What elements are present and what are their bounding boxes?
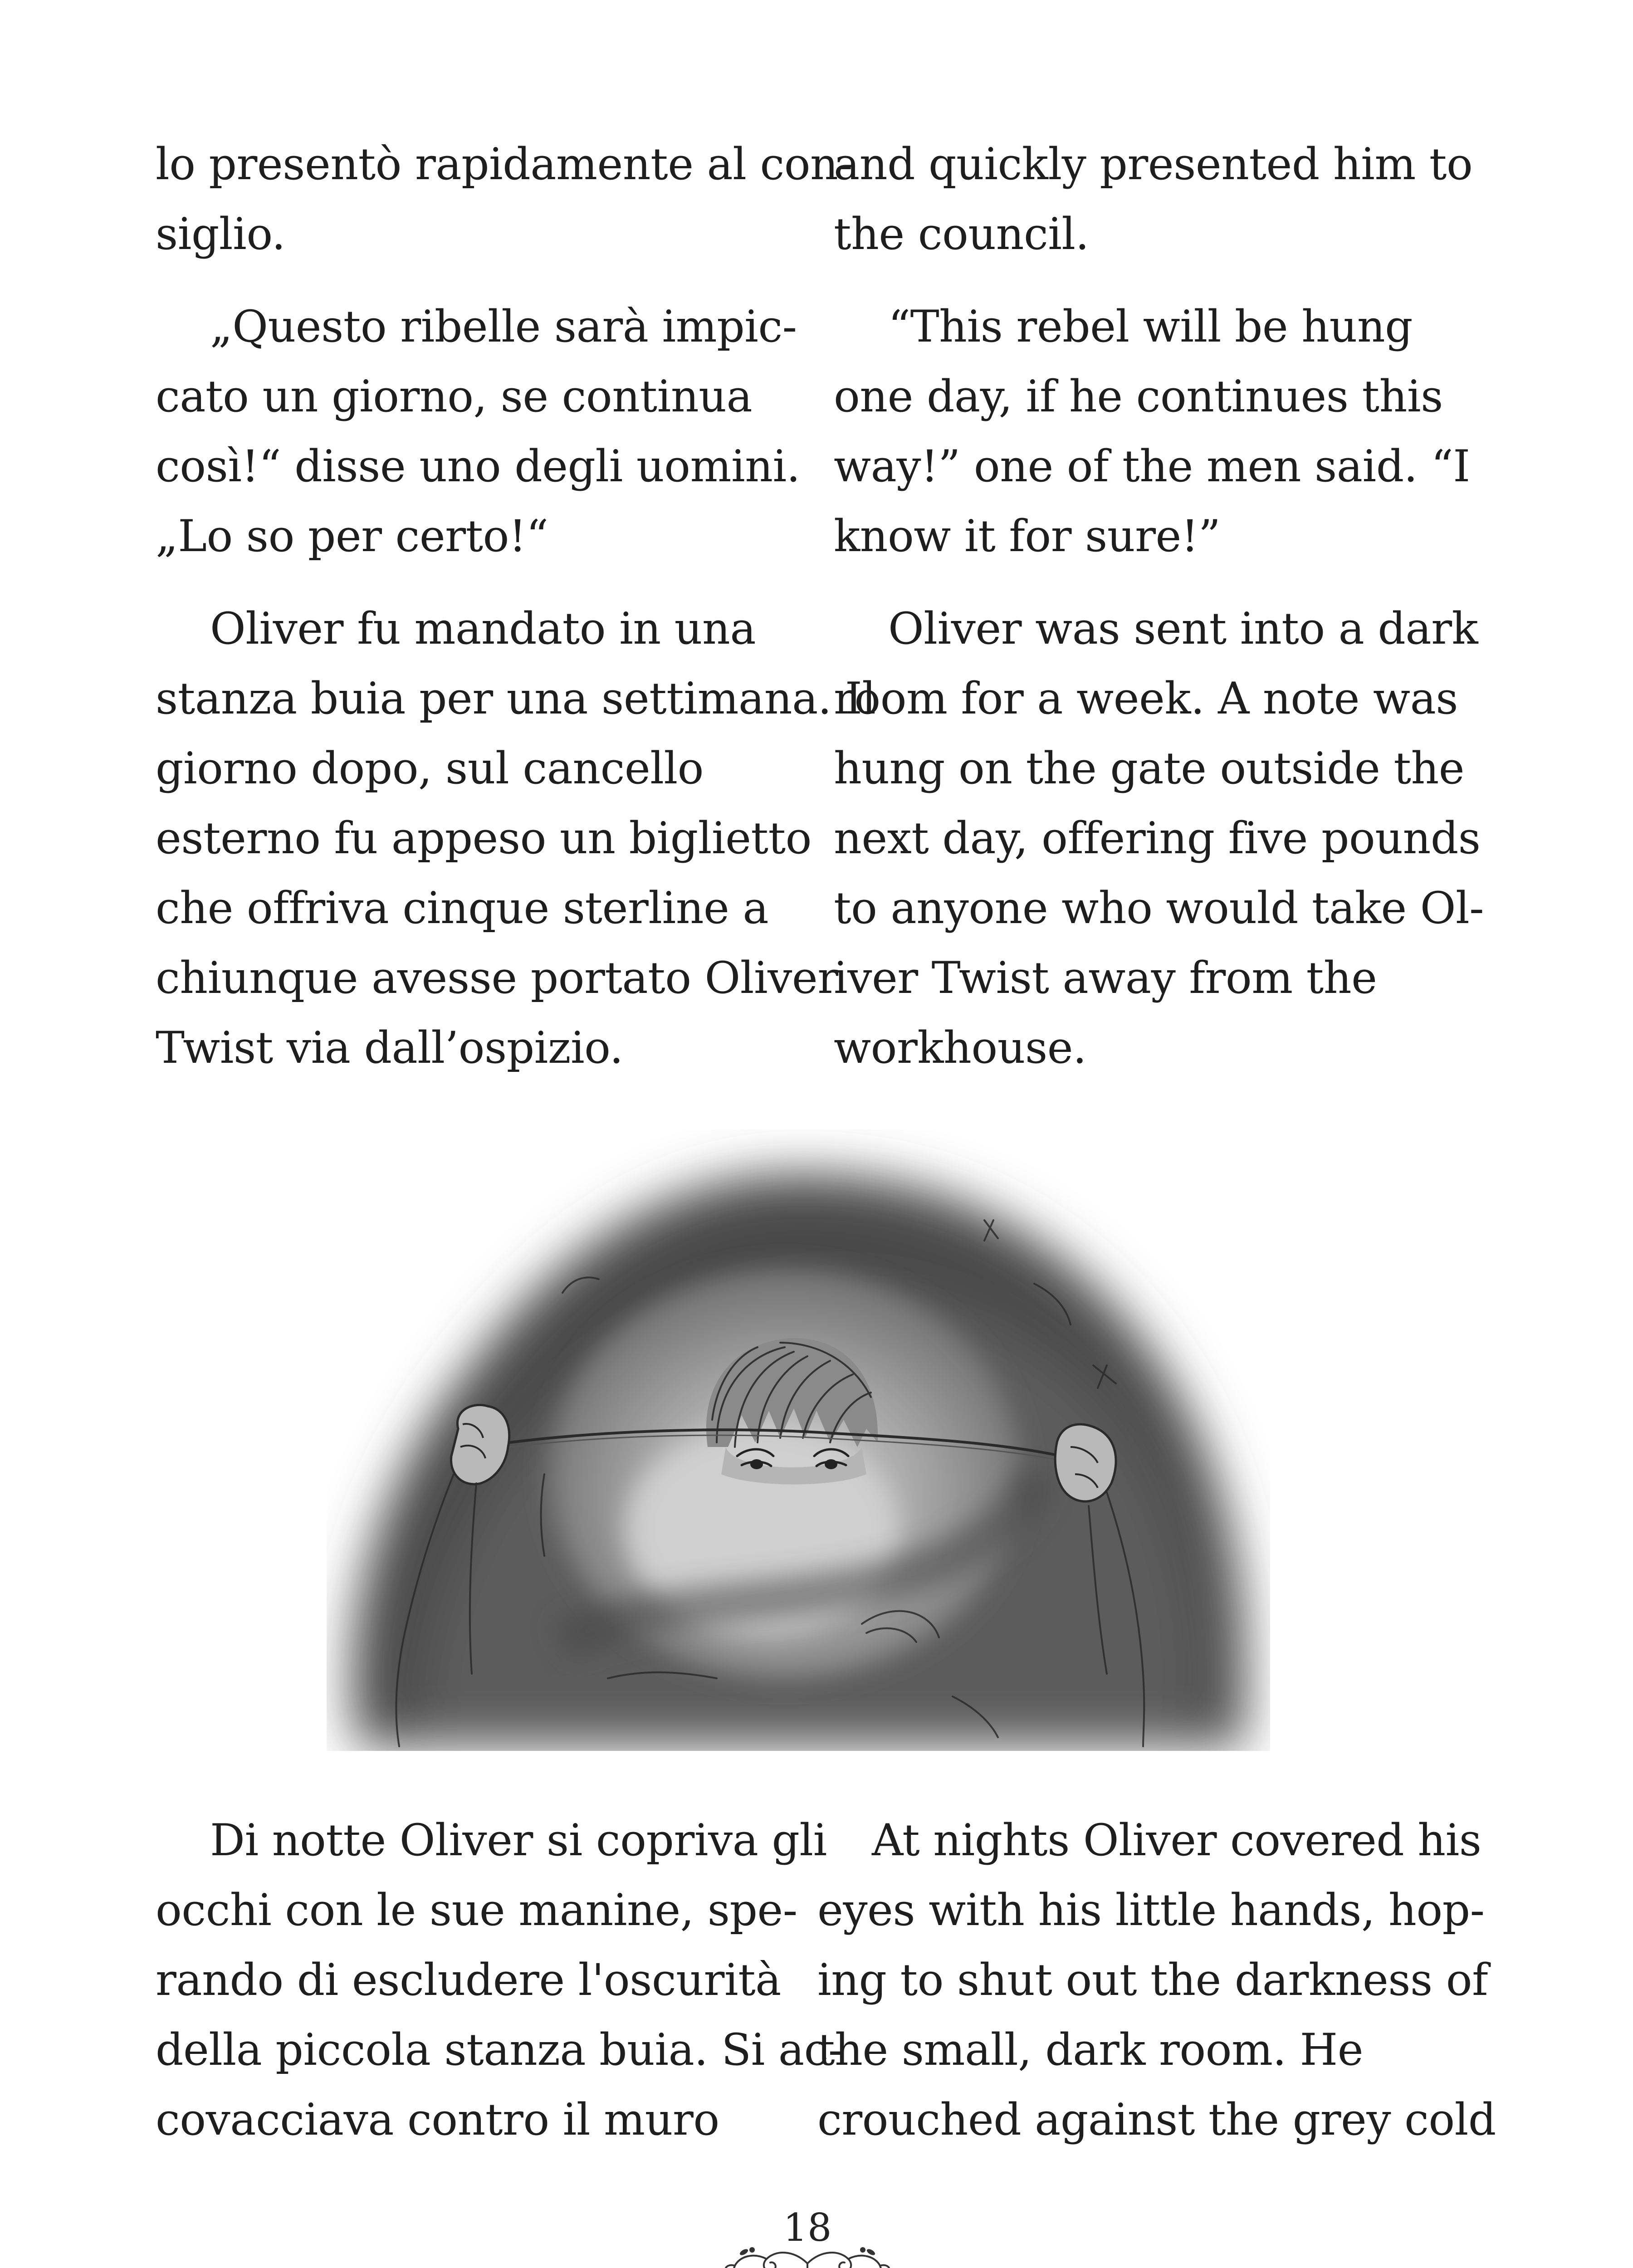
- text-line: way!” one of the men said. “I: [834, 441, 1470, 492]
- paragraph: [834, 129, 1482, 269]
- paragraph: [156, 129, 853, 269]
- text-line: lo presentò rapidamente al con-: [156, 139, 853, 190]
- text-line: così!“ disse uno degli uomini.: [156, 441, 800, 492]
- english-text-column-top: [834, 129, 1482, 1083]
- text-line: Di notte Oliver si copriva gli: [210, 1815, 827, 1866]
- text-line: to anyone who would take Ol-: [834, 883, 1484, 934]
- text-line: hung on the gate outside the: [834, 743, 1465, 794]
- text-line: iver Twist away from the: [834, 953, 1377, 1003]
- text-line: and quickly presented him to: [834, 139, 1473, 190]
- text-line: eyes with his little hands, hop-: [817, 1885, 1485, 1936]
- paragraph: [834, 594, 1482, 1083]
- paragraph: [156, 1805, 843, 2155]
- text-line: one day, if he continues this: [834, 371, 1443, 422]
- text-line: Twist via dall’ospizio.: [156, 1022, 623, 1073]
- italian-text-column-bottom: [156, 1805, 843, 2155]
- text-line: della piccola stanza buia. Si ac-: [156, 2024, 843, 2075]
- text-line: esterno fu appeso un biglietto: [156, 813, 812, 864]
- text-line: Oliver fu mandato in una: [210, 603, 756, 654]
- italian-text-column-top: [156, 129, 876, 1083]
- text-line: ing to shut out the darkness of: [817, 1955, 1488, 2005]
- paragraph: [817, 1805, 1496, 2155]
- text-line: At nights Oliver covered his: [872, 1815, 1481, 1866]
- text-line: the council.: [834, 209, 1089, 259]
- text-line: rando di escludere l'oscurità: [156, 1955, 781, 2005]
- text-line: know it for sure!”: [834, 511, 1221, 562]
- text-line: “This rebel will be hung: [888, 301, 1413, 352]
- illustration-oliver-under-blanket: [327, 1129, 1270, 1769]
- text-line: covacciava contro il muro: [156, 2094, 719, 2145]
- text-line: „Questo ribelle sarà impic-: [210, 301, 797, 352]
- text-line: next day, offering five pounds: [834, 813, 1481, 864]
- page-number: 18: [783, 2205, 832, 2250]
- text-line: chiunque avesse portato Oliver: [156, 953, 838, 1003]
- text-line: cato un giorno, se continua: [156, 371, 753, 422]
- paragraph: [156, 292, 804, 571]
- text-line: che offriva cinque sterline a: [156, 883, 769, 934]
- paragraph: [834, 292, 1482, 571]
- text-line: workhouse.: [834, 1022, 1087, 1073]
- english-text-column-bottom: [817, 1805, 1496, 2155]
- text-line: „Lo so per certo!“: [156, 511, 548, 562]
- text-line: the small, dark room. He: [817, 2024, 1364, 2075]
- text-line: crouched against the grey cold: [817, 2094, 1496, 2145]
- text-line: siglio.: [156, 209, 285, 259]
- page-footer: [717, 2200, 898, 2268]
- text-line: stanza buia per una settimana. Il: [156, 673, 876, 724]
- text-line: room for a week. A note was: [834, 673, 1458, 724]
- text-line: Oliver was sent into a dark: [888, 603, 1478, 654]
- text-line: giorno dopo, sul cancello: [156, 743, 704, 794]
- paragraph: [156, 594, 876, 1083]
- text-line: occhi con le sue manine, spe-: [156, 1885, 797, 1936]
